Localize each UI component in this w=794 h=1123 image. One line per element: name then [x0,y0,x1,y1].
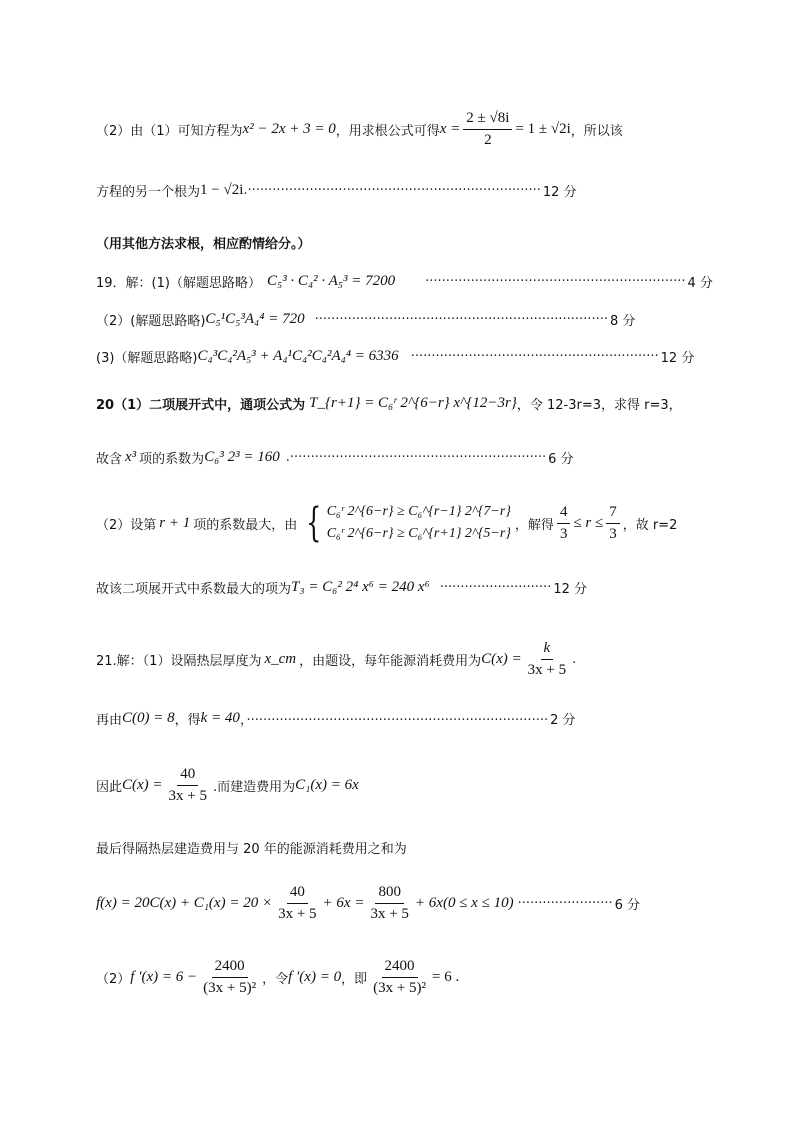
q21-part1c [96,766,359,805]
q21-x: x_cm [264,651,297,667]
q19-part3 [96,347,694,366]
q21c-cx: C(x) = [122,777,163,793]
q21f-d2: (3x + 5)² [373,980,427,996]
q21f-frac1 [200,958,259,997]
q21f-end: = 6 . [432,969,460,985]
q21c-den: 3x + 5 [168,788,208,804]
q20-formula: T_{r+1} = C₆ʳ 2^{6−r} x^{12−3r} [309,395,517,411]
q21-part1: 21.解：（1）设隔热层厚度为 x_cm ，由题设，每年能源消耗费用为 C(x) = $\frac{k}{3x + 5}$ . [96,640,577,678]
q21e-frac1 [275,884,319,923]
p2-equation: x² − 2x + 3 = 0 [242,121,336,137]
q20b-x: x³ [125,449,137,465]
q20b-dots: .······························································ [285,450,547,465]
q21e-b: + 6x = [322,895,365,911]
q21-cx: C(x) = [481,651,522,667]
p2-text2: ，用求根公式可得 [335,124,440,139]
q20-2-solve: ，解得 [514,517,554,533]
q20-2-ineq: ≤ r ≤ [573,514,604,531]
q19-score3: 12 分 [660,351,695,366]
grading-note: （用其他方法求根，相应酌情给分。） [96,237,311,252]
q21-head: 21.解：（1）设隔热层厚度为 [96,654,262,669]
q21e-frac2 [367,884,411,923]
p2b-value: 1 − √2i [200,182,244,198]
q21-num: k [541,640,554,660]
q21e-c: + 6x(0 ≤ x ≤ 10) [414,895,514,911]
p2b-dots: .······································································· [243,183,541,198]
q21f-frac2 [370,958,429,997]
q19-score2: 8 分 [609,314,636,329]
q21f-mid2: ，即 [341,972,368,987]
q19-formula3: C₄³C₄²A₅³ + A₄¹C₄²C₄²A₄⁴ = 6336 [197,348,399,364]
q21e-n1: 40 [287,884,308,904]
q20-part2 [96,500,678,546]
q21-part1e [96,884,640,923]
q20-2-system [301,500,511,546]
q20b-text: 故含 [96,452,123,467]
q21f-n: 2400 [212,958,248,978]
q19-formula1: C₅³ · C₄² · A₅³ = 7200 [266,273,396,289]
q21b-score: 2 分 [550,713,576,728]
q21-part1b [96,709,576,728]
q21-part1d: 最后得隔热层建造费用与 20 年的能源消耗费用之和为 [96,842,407,857]
q20c-score: 12 分 [553,582,588,597]
q20b-score: 6 分 [548,452,574,467]
q20-2-mid: 项的系数最大，由 [193,517,298,533]
q21e-a: f(x) = 20C(x) + C₁(x) = 20 × [96,895,273,911]
q21c-fraction [166,766,210,805]
q21f-mid: ，令 [262,972,289,987]
q21f-d: (3x + 5)² [203,980,257,996]
p2-numerator: 2 ± √8i [463,110,512,130]
q20-head: 20（1）二项展开式中，通项公式为 [96,398,306,413]
q21-mid: ，由题设，每年能源消耗费用为 [299,654,482,669]
p2b-line [96,181,577,200]
q20-part2c [96,578,587,597]
p2b-text: 方程的另一个根为 [96,185,201,200]
q21c-num: 40 [177,766,198,786]
q19-score1: 4 分 [687,276,713,291]
p2-fraction [463,110,512,149]
q21c-text: 因此 [96,780,123,795]
p2-text1: （2）由（1）可知方程为 [96,124,243,139]
q19-part1 [96,272,713,291]
q19-head3: (3)（解题思路略) [96,351,198,366]
q21b-text2: ，得 [174,713,201,728]
q21b-k: k = 40 [200,710,240,726]
q20b-mid: 项的系数为 [139,452,205,467]
p2-text3: ，所以该 [570,124,623,139]
q21e-n2: 800 [375,884,404,904]
brace-symbol: { [306,500,322,546]
q19-dots3: ···························································· [410,349,659,364]
q19-part2 [96,310,635,329]
q19-formula2: C₅¹C₅³A₄⁴ = 720 [205,311,305,327]
q21f-head: （2） [96,972,131,987]
q21e-d2: 3x + 5 [370,906,409,922]
q20b-value: C₆³ 2³ = 160 [204,449,280,465]
q19-dots2: ······································································· [314,312,608,327]
q20c-text: 故该二项展开式中系数最大的项为 [96,582,292,597]
q20-part1 [96,394,682,413]
q21-part2 [96,958,459,997]
q21f-a: f ′(x) = 6 − [130,969,198,985]
q21-fraction [525,640,569,679]
q21e-score: 6 分 [614,898,641,913]
q21c-mid: .而建造费用为 [213,780,296,795]
q20-2-row2: C₆ʳ 2^{6−r} ≥ C₆^{r+1} 2^{5−r} [326,526,511,541]
q19-head2: （2）(解题思路略) [96,314,206,329]
q21b-dots: ，········································································· [239,713,549,728]
q20-2-row1: C₆ʳ 2^{6−r} ≥ C₆^{r−1} 2^{7−r} [326,504,511,519]
q21e-dots: ······················· [517,896,613,911]
q20-2-end: ，故 r=2 [622,517,678,533]
q20-2-text: （2）设第 [96,517,157,533]
q19-head: 19．解：(1)（解题思路略） [96,276,261,291]
p2b-score: 12 分 [542,185,577,200]
q21b-eq: C(0) = 8 [122,710,175,726]
q21-den: 3x + 5 [527,662,567,678]
q20-2-r: r + 1 [159,514,191,531]
q20c-value: T₃ = C₆² 2⁴ x⁶ = 240 x⁶ [291,579,430,595]
q20-2-frac1-num: 4 [557,504,571,524]
q20-2-frac2 [606,504,620,543]
p2-result: = 1 ± √2i [515,121,571,137]
q20-2-frac2-den: 3 [609,525,617,542]
p2-denominator: 2 [484,132,492,148]
q21b-text1: 再由 [96,713,123,728]
q21c-c1: C₁(x) = 6x [295,777,359,793]
q20-tail: ，令 12-3r=3，求得 r=3， [516,398,682,413]
q20-2-frac1-den: 3 [559,525,568,542]
p2-line: （2）由（1）可知方程为 x² − 2x + 3 = 0 ，用求根公式可得 x = $\frac{2 \pm √8i}{2}$ = 1 ± √2i ，所以该 [96,110,623,148]
q21f-n2: 2400 [382,958,418,978]
q20c-dots: ··························· [439,580,552,595]
q20-2-frac2-num: 7 [606,504,620,524]
q21e-d1: 3x + 5 [278,906,317,922]
q20-part1b [96,448,574,467]
q19-dots1: ······························································· [425,274,686,289]
q20-2-frac1 [557,504,571,543]
q21f-eq: f ′(x) = 0 [288,969,342,985]
